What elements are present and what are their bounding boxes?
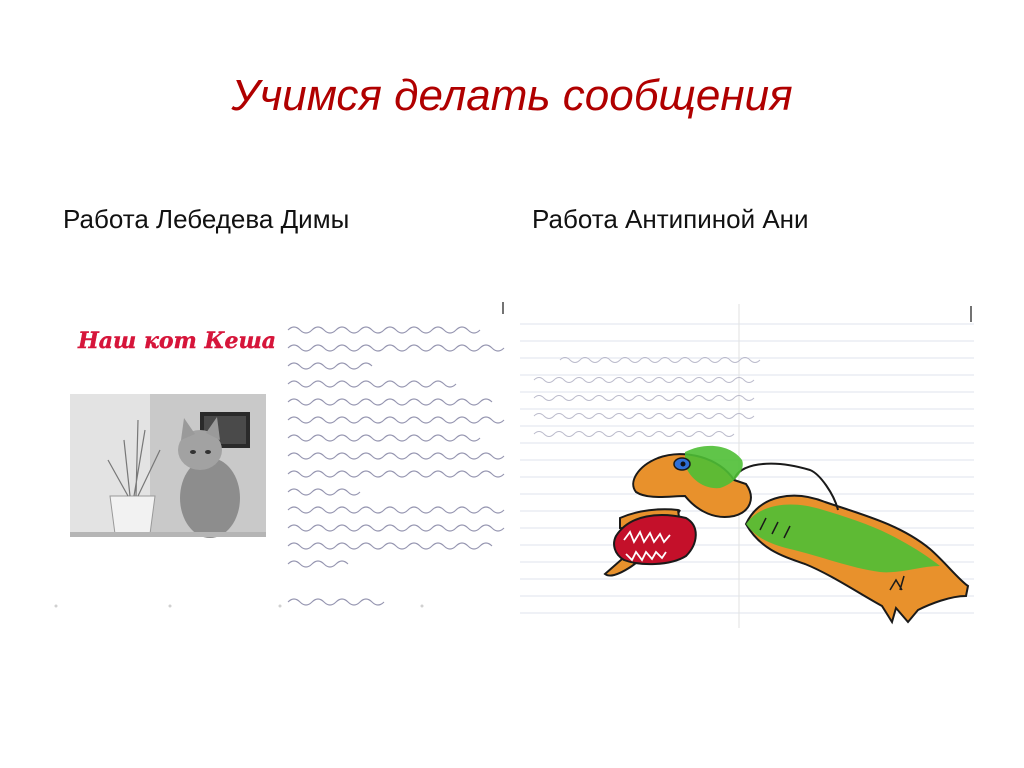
caption-left: Работа Лебедева Димы — [63, 204, 350, 234]
right-work-scan — [520, 304, 974, 628]
slide-title: Учимся делать сообщения — [231, 71, 793, 120]
left-work-scan — [50, 300, 506, 616]
caption-right: Работа Антипиной Ани — [532, 204, 809, 234]
cat-photo — [70, 394, 266, 538]
cat-heading: Наш кот Кеша — [78, 328, 277, 354]
